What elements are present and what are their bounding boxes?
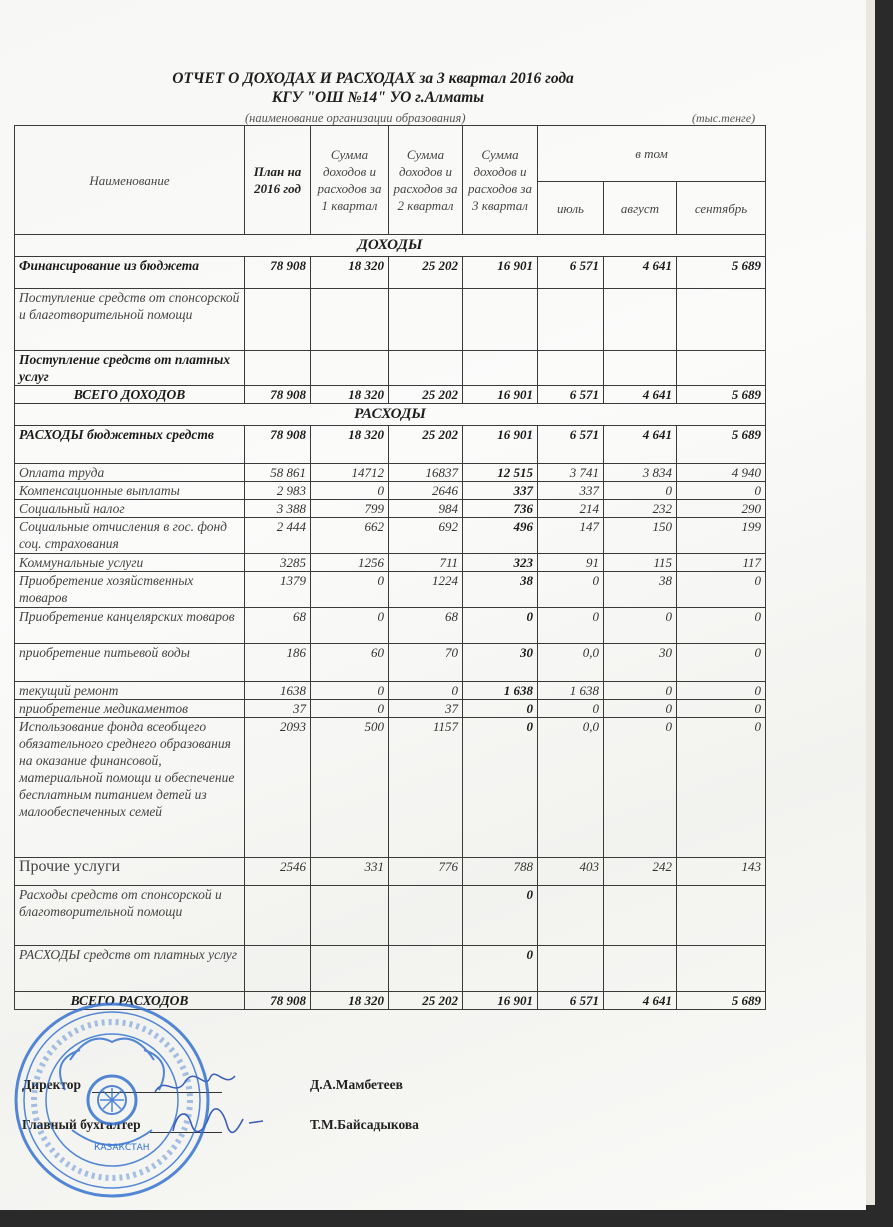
cell-august: 115 [604, 554, 677, 572]
cell-q1: 14712 [311, 464, 389, 482]
cell-q2 [389, 886, 463, 946]
cell-july: 214 [538, 500, 604, 518]
income-row [15, 351, 766, 386]
cell-august: 150 [604, 518, 677, 554]
row-name: Использование фонда всеобщего обязательного среднего образования на оказание финансовой, материальной помощи и обеспечение бесплатным питанием детей из малообеспеченных семей [15, 718, 245, 858]
cell-q3: 736 [463, 500, 538, 518]
cell-q2: 1157 [389, 718, 463, 858]
cell-q1: 18 320 [311, 426, 389, 464]
cell-plan [245, 886, 311, 946]
income-total-row [15, 386, 766, 404]
cell-july: 147 [538, 518, 604, 554]
cell-july: 6 571 [538, 386, 604, 404]
cell-september: 143 [677, 858, 766, 886]
cell-august: 4 641 [604, 426, 677, 464]
cell-july [538, 946, 604, 992]
section-title: РАСХОДЫ [15, 404, 766, 426]
cell-q3: 1 638 [463, 682, 538, 700]
cell-q2: 2646 [389, 482, 463, 500]
cell-q2: 25 202 [389, 426, 463, 464]
cell-july: 6 571 [538, 992, 604, 1010]
income-expense-table [14, 125, 766, 1010]
cell-plan: 3285 [245, 554, 311, 572]
cell-august [604, 351, 677, 386]
expense-row [15, 886, 766, 946]
cell-plan: 78 908 [245, 386, 311, 404]
cell-q2: 0 [389, 682, 463, 700]
cell-q3: 788 [463, 858, 538, 886]
cell-q3: 16 901 [463, 257, 538, 289]
cell-august: 242 [604, 858, 677, 886]
row-name: ВСЕГО ДОХОДОВ [15, 386, 245, 404]
expense-row [15, 682, 766, 700]
cell-plan: 1379 [245, 572, 311, 608]
cell-plan: 2546 [245, 858, 311, 886]
section-row [15, 235, 766, 257]
expense-row [15, 500, 766, 518]
cell-september: 5 689 [677, 426, 766, 464]
cell-q1 [311, 289, 389, 351]
cell-plan: 37 [245, 700, 311, 718]
row-name: Коммунальные услуги [15, 554, 245, 572]
cell-august: 30 [604, 644, 677, 682]
cell-september: 199 [677, 518, 766, 554]
cell-august: 0 [604, 482, 677, 500]
income-row [15, 257, 766, 289]
cell-q1: 1256 [311, 554, 389, 572]
official-stamp [10, 1000, 215, 1200]
cell-q3: 0 [463, 700, 538, 718]
accountant-name: Т.М.Байсадыкова [310, 1117, 419, 1132]
cell-q2 [389, 351, 463, 386]
cell-plan [245, 289, 311, 351]
cell-august: 0 [604, 608, 677, 644]
cell-july: 0,0 [538, 718, 604, 858]
cell-september: 5 689 [677, 257, 766, 289]
cell-august [604, 946, 677, 992]
section-title: ДОХОДЫ [15, 235, 766, 257]
cell-july [538, 351, 604, 386]
cell-q1: 18 320 [311, 386, 389, 404]
row-name: Социальный налог [15, 500, 245, 518]
cell-july [538, 289, 604, 351]
row-name: Расходы средств от спонсорской и благотворительной помощи [15, 886, 245, 946]
cell-q3 [463, 351, 538, 386]
expense-row [15, 572, 766, 608]
accountant-label: Главный бухгалтер [22, 1117, 141, 1132]
cell-q1: 0 [311, 682, 389, 700]
header-name: Наименование [15, 126, 245, 235]
cell-september: 4 940 [677, 464, 766, 482]
cell-q3: 16 901 [463, 386, 538, 404]
cell-q3: 337 [463, 482, 538, 500]
expense-row [15, 518, 766, 554]
cell-september: 5 689 [677, 386, 766, 404]
cell-july: 0 [538, 608, 604, 644]
cell-july [538, 886, 604, 946]
cell-july: 0 [538, 700, 604, 718]
cell-plan: 68 [245, 608, 311, 644]
cell-july: 1 638 [538, 682, 604, 700]
cell-q1 [311, 351, 389, 386]
cell-september: 0 [677, 608, 766, 644]
header-month-september: сентябрь [677, 182, 766, 235]
row-name: Оплата труда [15, 464, 245, 482]
cell-september: 0 [677, 700, 766, 718]
cell-plan: 2 444 [245, 518, 311, 554]
cell-q1: 0 [311, 700, 389, 718]
expense-row [15, 718, 766, 858]
cell-q2: 776 [389, 858, 463, 886]
organization-name: КГУ "ОШ №14" УО г.Алматы [271, 89, 485, 106]
row-name: Поступление средств от спонсорской и благотворительной помощи [15, 289, 245, 351]
cell-august [604, 289, 677, 351]
cell-september: 290 [677, 500, 766, 518]
cell-plan: 1638 [245, 682, 311, 700]
expense-row [15, 946, 766, 992]
cell-july: 6 571 [538, 426, 604, 464]
cell-august: 4 641 [604, 992, 677, 1010]
expense-row [15, 700, 766, 718]
cell-august: 4 641 [604, 386, 677, 404]
row-name: текущий ремонт [15, 682, 245, 700]
cell-july: 337 [538, 482, 604, 500]
cell-q2: 1224 [389, 572, 463, 608]
cell-september [677, 886, 766, 946]
cell-q2: 984 [389, 500, 463, 518]
row-name: Приобретение канцелярских товаров [15, 608, 245, 644]
row-name: ВСЕГО РАСХОДОВ [15, 992, 245, 1010]
cell-september: 0 [677, 682, 766, 700]
cell-plan [245, 351, 311, 386]
cell-q1: 662 [311, 518, 389, 554]
cell-september: 0 [677, 718, 766, 858]
cell-august: 0 [604, 700, 677, 718]
cell-q2 [389, 946, 463, 992]
cell-q2: 70 [389, 644, 463, 682]
cell-q2: 25 202 [389, 257, 463, 289]
cell-q3: 30 [463, 644, 538, 682]
cell-q2: 25 202 [389, 992, 463, 1010]
cell-september [677, 946, 766, 992]
cell-q3: 16 901 [463, 992, 538, 1010]
expense-row [15, 554, 766, 572]
row-name: РАСХОДЫ бюджетных средств [15, 426, 245, 464]
cell-july: 0,0 [538, 644, 604, 682]
cell-q1: 331 [311, 858, 389, 886]
expense-row [15, 482, 766, 500]
cell-july: 3 741 [538, 464, 604, 482]
cell-q3: 0 [463, 718, 538, 858]
cell-q1: 0 [311, 482, 389, 500]
expense-row [15, 464, 766, 482]
section-row [15, 404, 766, 426]
cell-plan: 78 908 [245, 992, 311, 1010]
cell-q1: 18 320 [311, 257, 389, 289]
cell-september [677, 289, 766, 351]
cell-july: 0 [538, 572, 604, 608]
cell-august: 4 641 [604, 257, 677, 289]
scan-edge [866, 0, 875, 1205]
header-including: в том [538, 126, 766, 182]
cell-q2: 16837 [389, 464, 463, 482]
cell-august: 38 [604, 572, 677, 608]
expense-row [15, 608, 766, 644]
row-name: РАСХОДЫ средств от платных услуг [15, 946, 245, 992]
header-q1: Сумма доходов и расходов за 1 квартал [311, 126, 389, 235]
cell-q3: 12 515 [463, 464, 538, 482]
cell-q3: 38 [463, 572, 538, 608]
cell-plan: 78 908 [245, 426, 311, 464]
expense-row [15, 644, 766, 682]
cell-q1: 0 [311, 572, 389, 608]
organization-caption: (наименование организации образования) [245, 111, 466, 125]
cell-september: 0 [677, 572, 766, 608]
cell-q1 [311, 946, 389, 992]
units-label: (тыс.тенге) [692, 111, 756, 125]
director-label: Директор [22, 1077, 82, 1092]
cell-q1: 500 [311, 718, 389, 858]
cell-september: 0 [677, 482, 766, 500]
cell-plan: 2 983 [245, 482, 311, 500]
cell-q1: 60 [311, 644, 389, 682]
row-name: Приобретение хозяйственных товаров [15, 572, 245, 608]
cell-plan: 58 861 [245, 464, 311, 482]
header-q3: Сумма доходов и расходов за 3 квартал [463, 126, 538, 235]
cell-q1: 799 [311, 500, 389, 518]
report-title: ОТЧЕТ О ДОХОДАХ И РАСХОДАХ за 3 квартал 2016 года [172, 70, 574, 87]
cell-q3: 16 901 [463, 426, 538, 464]
cell-september [677, 351, 766, 386]
cell-august: 232 [604, 500, 677, 518]
row-name: Компенсационные выплаты [15, 482, 245, 500]
cell-september: 0 [677, 644, 766, 682]
cell-q2: 25 202 [389, 386, 463, 404]
income-row [15, 289, 766, 351]
cell-july: 403 [538, 858, 604, 886]
expense-row [15, 426, 766, 464]
cell-plan: 2093 [245, 718, 311, 858]
cell-q3 [463, 289, 538, 351]
row-name: Прочие услуги [15, 858, 245, 886]
cell-plan: 78 908 [245, 257, 311, 289]
cell-q3: 323 [463, 554, 538, 572]
cell-q2: 68 [389, 608, 463, 644]
cell-july: 91 [538, 554, 604, 572]
header-month-august: август [604, 182, 677, 235]
cell-q1 [311, 886, 389, 946]
expense-row [15, 858, 766, 886]
cell-q2: 692 [389, 518, 463, 554]
cell-q2: 711 [389, 554, 463, 572]
header-month-july: июль [538, 182, 604, 235]
cell-plan: 186 [245, 644, 311, 682]
stamp-text: КАЗАКСТАН [94, 1143, 150, 1153]
cell-q3: 0 [463, 608, 538, 644]
cell-plan: 3 388 [245, 500, 311, 518]
cell-q3: 0 [463, 886, 538, 946]
cell-august: 3 834 [604, 464, 677, 482]
cell-august [604, 886, 677, 946]
cell-q3: 0 [463, 946, 538, 992]
cell-july: 6 571 [538, 257, 604, 289]
cell-august: 0 [604, 682, 677, 700]
cell-september: 117 [677, 554, 766, 572]
cell-q3: 496 [463, 518, 538, 554]
header-plan: План на 2016 год [245, 126, 311, 235]
cell-august: 0 [604, 718, 677, 858]
director-name: Д.А.Мамбетеев [310, 1077, 403, 1092]
row-name: Социальные отчисления в гос. фонд соц. страхования [15, 518, 245, 554]
cell-september: 5 689 [677, 992, 766, 1010]
row-name: Финансирование из бюджета [15, 257, 245, 289]
cell-plan [245, 946, 311, 992]
row-name: приобретение питьевой воды [15, 644, 245, 682]
cell-q1: 0 [311, 608, 389, 644]
cell-q1: 18 320 [311, 992, 389, 1010]
header-q2: Сумма доходов и расходов за 2 квартал [389, 126, 463, 235]
row-name: приобретение медикаментов [15, 700, 245, 718]
cell-q2: 37 [389, 700, 463, 718]
cell-q2 [389, 289, 463, 351]
row-name: Поступление средств от платных услуг [15, 351, 245, 386]
